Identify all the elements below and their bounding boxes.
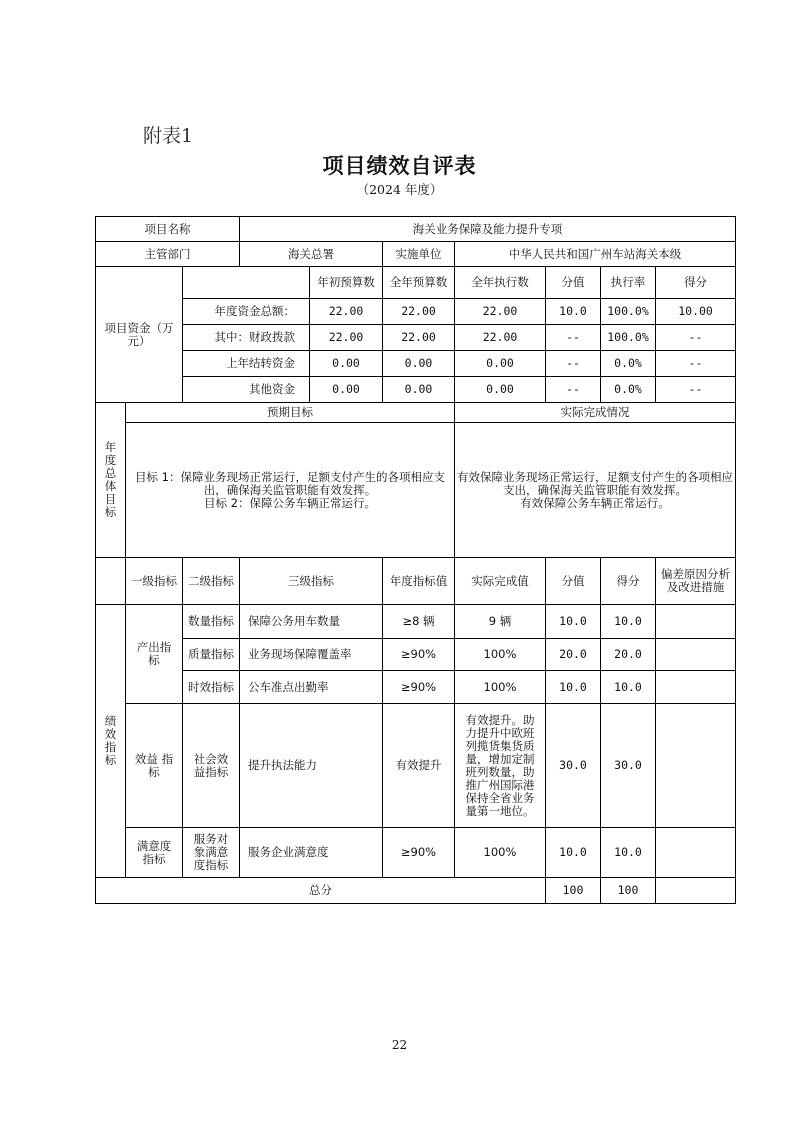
funds-header-blank [183,267,310,299]
expected-goals-header: 预期目标 [126,403,455,423]
funds-initial: 22.00 [310,325,383,351]
level3-indicator: 保障公务用车数量 [240,605,383,639]
actual-value: 100% [455,828,546,878]
reason [656,828,736,878]
funds-executed: 22.00 [455,299,546,325]
level3-indicator: 公车准点出勤率 [240,671,383,704]
funds-row-label: 上年结转资金 [183,351,310,377]
satisfaction-indicator-label-text: 满意度指标 [136,838,172,866]
reason [656,704,736,828]
score-value: 10.0 [546,828,601,878]
funds-header-executed: 全年执行数 [455,267,546,299]
funds-row-label: 年度资金总额： [183,299,310,325]
actual-goals-header: 实际完成情况 [455,403,736,423]
funds-score: 10.00 [656,299,736,325]
indicator-row [96,639,736,671]
funds-header-row [96,267,736,299]
actual-value: 100% [455,671,546,704]
level2-indicator [183,704,240,828]
funds-score: -- [656,377,736,403]
funds-score: -- [656,325,736,351]
funds-initial: 0.00 [310,377,383,403]
funds-score-value: -- [546,377,601,403]
total-reason-blank [656,878,736,904]
score-value: 20.0 [546,639,601,671]
indicators-label [96,605,126,878]
reason [656,671,736,704]
funds-rate: 100.0% [601,325,656,351]
funds-label: 项目资金（万元） [96,267,183,403]
funds-executed: 0.00 [455,351,546,377]
level3-indicator: 提升执法能力 [240,704,383,828]
funds-rate: 100.0% [601,299,656,325]
actual-goals [455,423,736,558]
year-subtitle: （2024 年度） [356,182,443,197]
funds-executed: 0.00 [455,377,546,403]
funds-row [96,377,736,403]
output-indicator-label [126,605,183,704]
department-label: 主管部门 [96,242,240,267]
goals-label [96,403,126,558]
score: 10.0 [601,671,656,704]
target-value: ≥90% [383,671,455,704]
evaluation-table [95,216,736,904]
funds-full: 0.00 [383,377,455,403]
page-title: 项目绩效自评表 [322,154,477,178]
actual-value: 100% [455,639,546,671]
expected-goal-line: 目标 2：保障公务车辆正常运行。 [204,495,376,510]
benefit-indicator-label-text: 效益 指标 [134,751,174,779]
funds-initial: 0.00 [310,351,383,377]
indicators-header-actual: 实际完成值 [455,558,546,605]
level2-indicator-text: 社会效益指标 [193,751,229,779]
unit-label: 实施单位 [383,242,455,267]
funds-header-score-value: 分值 [546,267,601,299]
funds-score-value: -- [546,351,601,377]
funds-score: -- [656,351,736,377]
target-value: 有效提升 [383,704,455,828]
indicators-header-blank [96,558,126,605]
funds-executed: 22.00 [455,325,546,351]
expected-goals [126,423,455,558]
total-score: 100 [601,878,656,904]
funds-row [96,325,736,351]
actual-goal-line: 有效保障公务车辆正常运行。 [520,495,670,510]
department-row [96,242,736,267]
actual-goal-line: 有效保障业务现场正常运行，足额支付产生的各项相应支出，确保海关监管职能有效发挥。 [457,469,734,497]
funds-rate: 0.0% [601,377,656,403]
score-value: 10.0 [546,605,601,639]
reason [656,639,736,671]
indicators-header-target: 年度指标值 [383,558,455,605]
department-value: 海关总署 [240,242,383,267]
target-value: ≥90% [383,639,455,671]
total-row [96,878,736,904]
page-number: 22 [391,1038,408,1052]
indicators-header-level3: 三级指标 [240,558,383,605]
indicator-row [96,605,736,639]
level3-indicator: 服务企业满意度 [240,828,383,878]
indicators-header-row [96,558,736,605]
score-value: 10.0 [546,671,601,704]
funds-full: 22.00 [383,299,455,325]
unit-value: 中华人民共和国广州车站海关本级 [455,242,736,267]
project-name-value: 海关业务保障及能力提升专项 [240,217,736,242]
goals-header-row [96,403,736,423]
goals-content-row [96,423,736,558]
level2-indicator: 数量指标 [183,605,240,639]
project-name-row [96,217,736,242]
funds-row [96,299,736,325]
funds-score-value: 10.0 [546,299,601,325]
target-value: ≥8 辆 [383,605,455,639]
goals-label-text: 年度总体目标 [104,440,117,519]
score: 30.0 [601,704,656,828]
reason [656,605,736,639]
score-value: 30.0 [546,704,601,828]
indicator-row [96,671,736,704]
total-label: 总分 [96,878,546,904]
funds-rate: 0.0% [601,351,656,377]
indicators-header-score-value: 分值 [546,558,601,605]
funds-row-label: 其中：财政拨款 [183,325,310,351]
funds-full: 0.00 [383,351,455,377]
actual-value: 9 辆 [455,605,546,639]
funds-header-score: 得分 [656,267,736,299]
total-score-value: 100 [546,878,601,904]
funds-full: 22.00 [383,325,455,351]
indicators-header-reason: 偏差原因分析及改进措施 [656,558,736,605]
level2-indicator: 时效指标 [183,671,240,704]
benefit-indicator-label [126,704,183,828]
actual-value: 有效提升。助力提升中欧班列揽货集货质量，增加定制班列数量，助推广州国际港保持全省业务量第一地位。 [455,704,546,828]
target-value: ≥90% [383,828,455,878]
annex-label: 附表1 [143,125,194,147]
output-indicator-label-text: 产出指标 [136,640,172,667]
level3-indicator: 业务现场保障覆盖率 [240,639,383,671]
score: 20.0 [601,639,656,671]
funds-score-value: -- [546,325,601,351]
project-name-label: 项目名称 [96,217,240,242]
funds-header-rate: 执行率 [601,267,656,299]
satisfaction-indicator-label [126,828,183,878]
indicators-header-level1: 一级指标 [126,558,183,605]
funds-header-initial: 年初预算数 [310,267,383,299]
funds-row [96,351,736,377]
indicators-label-text: 绩效指标 [104,714,117,767]
funds-row-label: 其他资金 [183,377,310,403]
level2-indicator: 质量指标 [183,639,240,671]
score: 10.0 [601,828,656,878]
funds-initial: 22.00 [310,299,383,325]
level2-indicator-text: 服务对象满意度指标 [193,832,229,872]
expected-goal-line: 目标 1：保障业务现场正常运行，足额支付产生的各项相应支出，确保海关监管职能有效发挥。 [135,469,445,497]
indicator-row [96,828,736,878]
funds-header-full: 全年预算数 [383,267,455,299]
score: 10.0 [601,605,656,639]
indicators-header-score: 得分 [601,558,656,605]
indicators-header-level2: 二级指标 [183,558,240,605]
level2-indicator [183,828,240,878]
indicator-row [96,704,736,828]
